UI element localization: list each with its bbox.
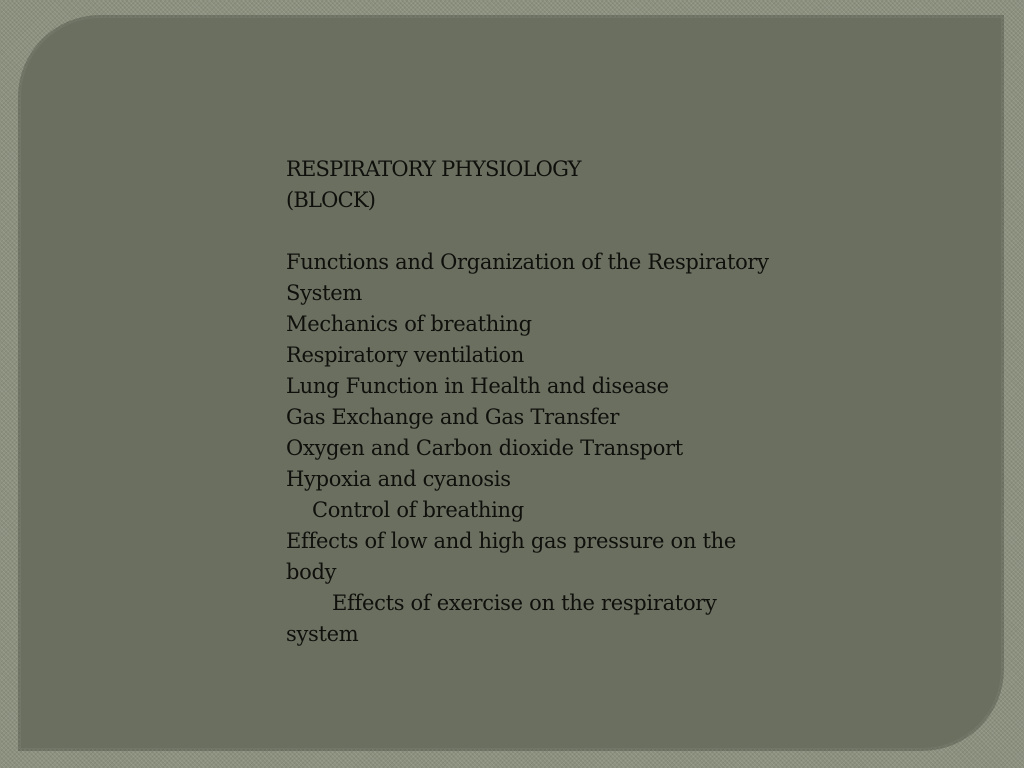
slide-subtitle: (BLOCK)	[286, 188, 376, 212]
list-item: Mechanics of breathing	[286, 312, 532, 336]
slide-panel	[20, 17, 1002, 749]
list-item: System	[286, 281, 363, 305]
list-item: Gas Exchange and Gas Transfer	[286, 405, 620, 429]
list-item: Effects of exercise on the respiratory	[332, 591, 717, 615]
list-item: system	[286, 622, 359, 646]
list-item: Hypoxia and cyanosis	[286, 467, 511, 491]
spacer	[286, 216, 806, 247]
slide-title: RESPIRATORY PHYSIOLOGY	[286, 157, 581, 181]
list-item: Respiratory ventilation	[286, 343, 525, 367]
list-item: body	[286, 560, 337, 584]
list-item: Functions and Organization of the Respiratory	[286, 250, 769, 274]
list-item: Control of breathing	[312, 498, 524, 522]
list-item: Lung Function in Health and disease	[286, 374, 669, 398]
slide-content	[286, 154, 806, 650]
list-item: Effects of low and high gas pressure on the	[286, 529, 736, 553]
list-item: Oxygen and Carbon dioxide Transport	[286, 436, 683, 460]
